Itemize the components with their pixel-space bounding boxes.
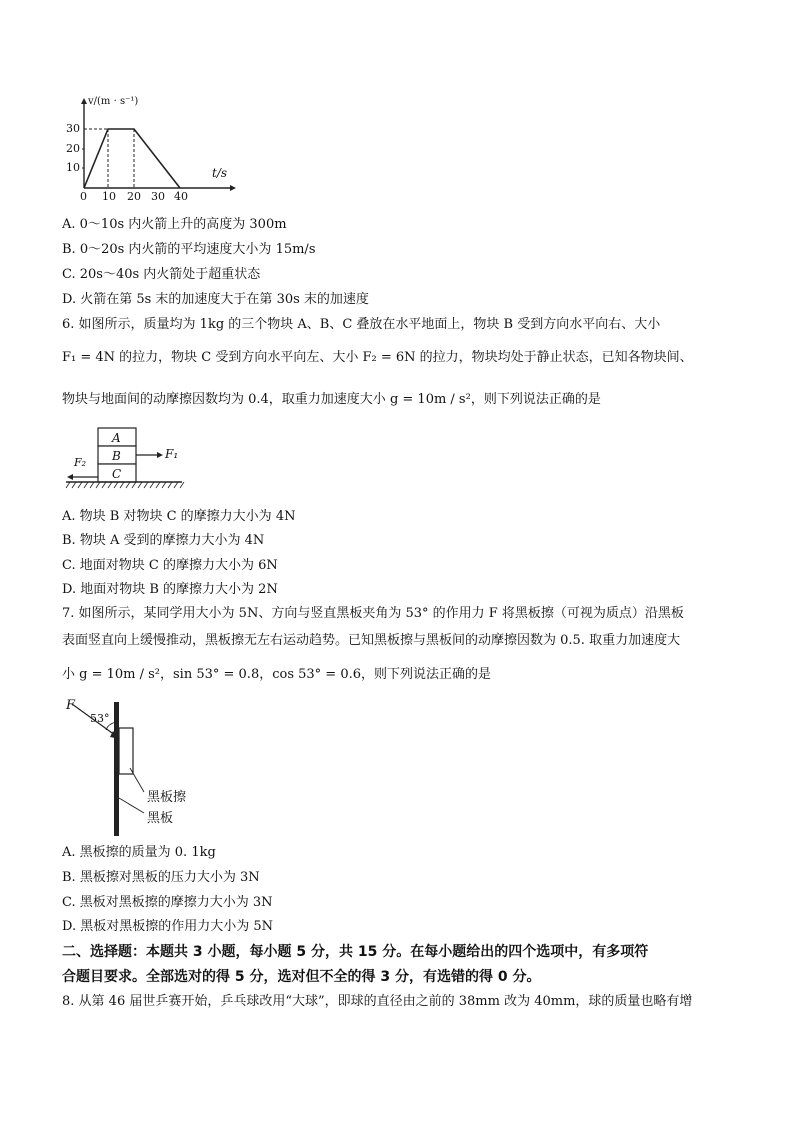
eraser-label: 黑板擦	[147, 790, 187, 805]
board-label: 黑板	[147, 811, 174, 826]
y-tick-10: 10	[66, 161, 80, 174]
x-tick-30: 30	[151, 190, 165, 203]
q8-stem-line1: 8. 从第 46 届世乒赛开始，乒乓球改用“大球”，即球的直径由之前的 38mm 改为 40mm，球的质量也略有增	[62, 994, 693, 1009]
q7-option-c: C. 黑板对黑板擦的摩擦力大小为 3N	[62, 895, 273, 910]
force-f2-label: F₂	[74, 456, 87, 469]
velocity-time-graph	[60, 96, 240, 208]
section-2-heading-line1: 二、选择题：本题共 3 小题，每小题 5 分，共 15 分。在每小题给出的四个选项中，有多项符	[62, 944, 649, 960]
q6-option-b: B. 物块 A 受到的摩擦力大小为 4N	[62, 533, 265, 548]
blackboard-eraser-figure	[62, 698, 212, 840]
x-tick-10: 10	[102, 190, 116, 203]
q6-option-d: D. 地面对物块 B 的摩擦力大小为 2N	[62, 582, 278, 597]
block-a-label: A	[112, 431, 121, 445]
x-tick-20: 20	[127, 190, 141, 203]
force-f1-label: F₁	[165, 447, 179, 461]
q7-option-d: D. 黑板对黑板擦的作用力大小为 5N	[62, 919, 274, 934]
q6-stem-line3: 物块与地面间的动摩擦因数均为 0.4，取重力加速度大小 g = 10m / s²，则下列说法正确的是	[62, 392, 601, 407]
q7-stem-line3: 小 g = 10m / s²，sin 53° = 0.8，cos 53° = 0.6，则下列说法正确的是	[62, 667, 492, 682]
q6-stem-line1: 6. 如图所示，质量均为 1kg 的三个物块 A、B、C 叠放在水平地面上，物块 B 受到方向水平向右、大小	[62, 317, 661, 332]
q6-option-a: A. 物块 B 对物块 C 的摩擦力大小为 4N	[62, 509, 296, 524]
q5-option-c: C. 20s～40s 内火箭处于超重状态	[62, 267, 261, 282]
x-axis-label: t/s	[212, 166, 228, 180]
x-tick-0: 0	[80, 190, 87, 203]
q5-option-b: B. 0～20s 内火箭的平均速度大小为 15m/s	[62, 242, 316, 257]
block-c-label: C	[112, 467, 122, 481]
q7-option-b: B. 黑板擦对黑板的压力大小为 3N	[62, 870, 260, 885]
y-tick-20: 20	[66, 142, 80, 155]
angle-label: 53°	[90, 712, 110, 725]
force-f-label: F	[66, 698, 76, 713]
q7-option-a: A. 黑板擦的质量为 0. 1kg	[62, 845, 216, 860]
q6-option-c: C. 地面对物块 C 的摩擦力大小为 6N	[62, 558, 278, 573]
q7-stem-line1: 7. 如图所示，某同学用大小为 5N、方向与竖直黑板夹角为 53° 的作用力 F 将黑板擦（可视为质点）沿黑板	[62, 606, 684, 621]
q5-option-a: A. 0～10s 内火箭上升的高度为 300m	[62, 217, 287, 232]
q5-option-d: D. 火箭在第 5s 末的加速度大于在第 30s 末的加速度	[62, 292, 369, 307]
block-b-label: B	[112, 449, 121, 463]
y-tick-30: 30	[66, 122, 80, 135]
q7-stem-line2: 表面竖直向上缓慢推动，黑板擦无左右运动趋势。已知黑板擦与黑板间的动摩擦因数为 0.5. 取重力加速度大	[62, 633, 681, 648]
x-tick-40: 40	[174, 190, 188, 203]
y-axis-label: v/(m · s⁻¹)	[88, 96, 139, 107]
stacked-blocks-figure	[64, 426, 194, 496]
section-2-heading-line2: 合题目要求。全部选对的得 5 分，选对但不全的得 3 分，有选错的得 0 分。	[62, 969, 541, 985]
q6-stem-line2: F₁ = 4N 的拉力，物块 C 受到方向水平向左、大小 F₂ = 6N 的拉力，物块均处于静止状态，已知各物块间、	[62, 350, 693, 365]
